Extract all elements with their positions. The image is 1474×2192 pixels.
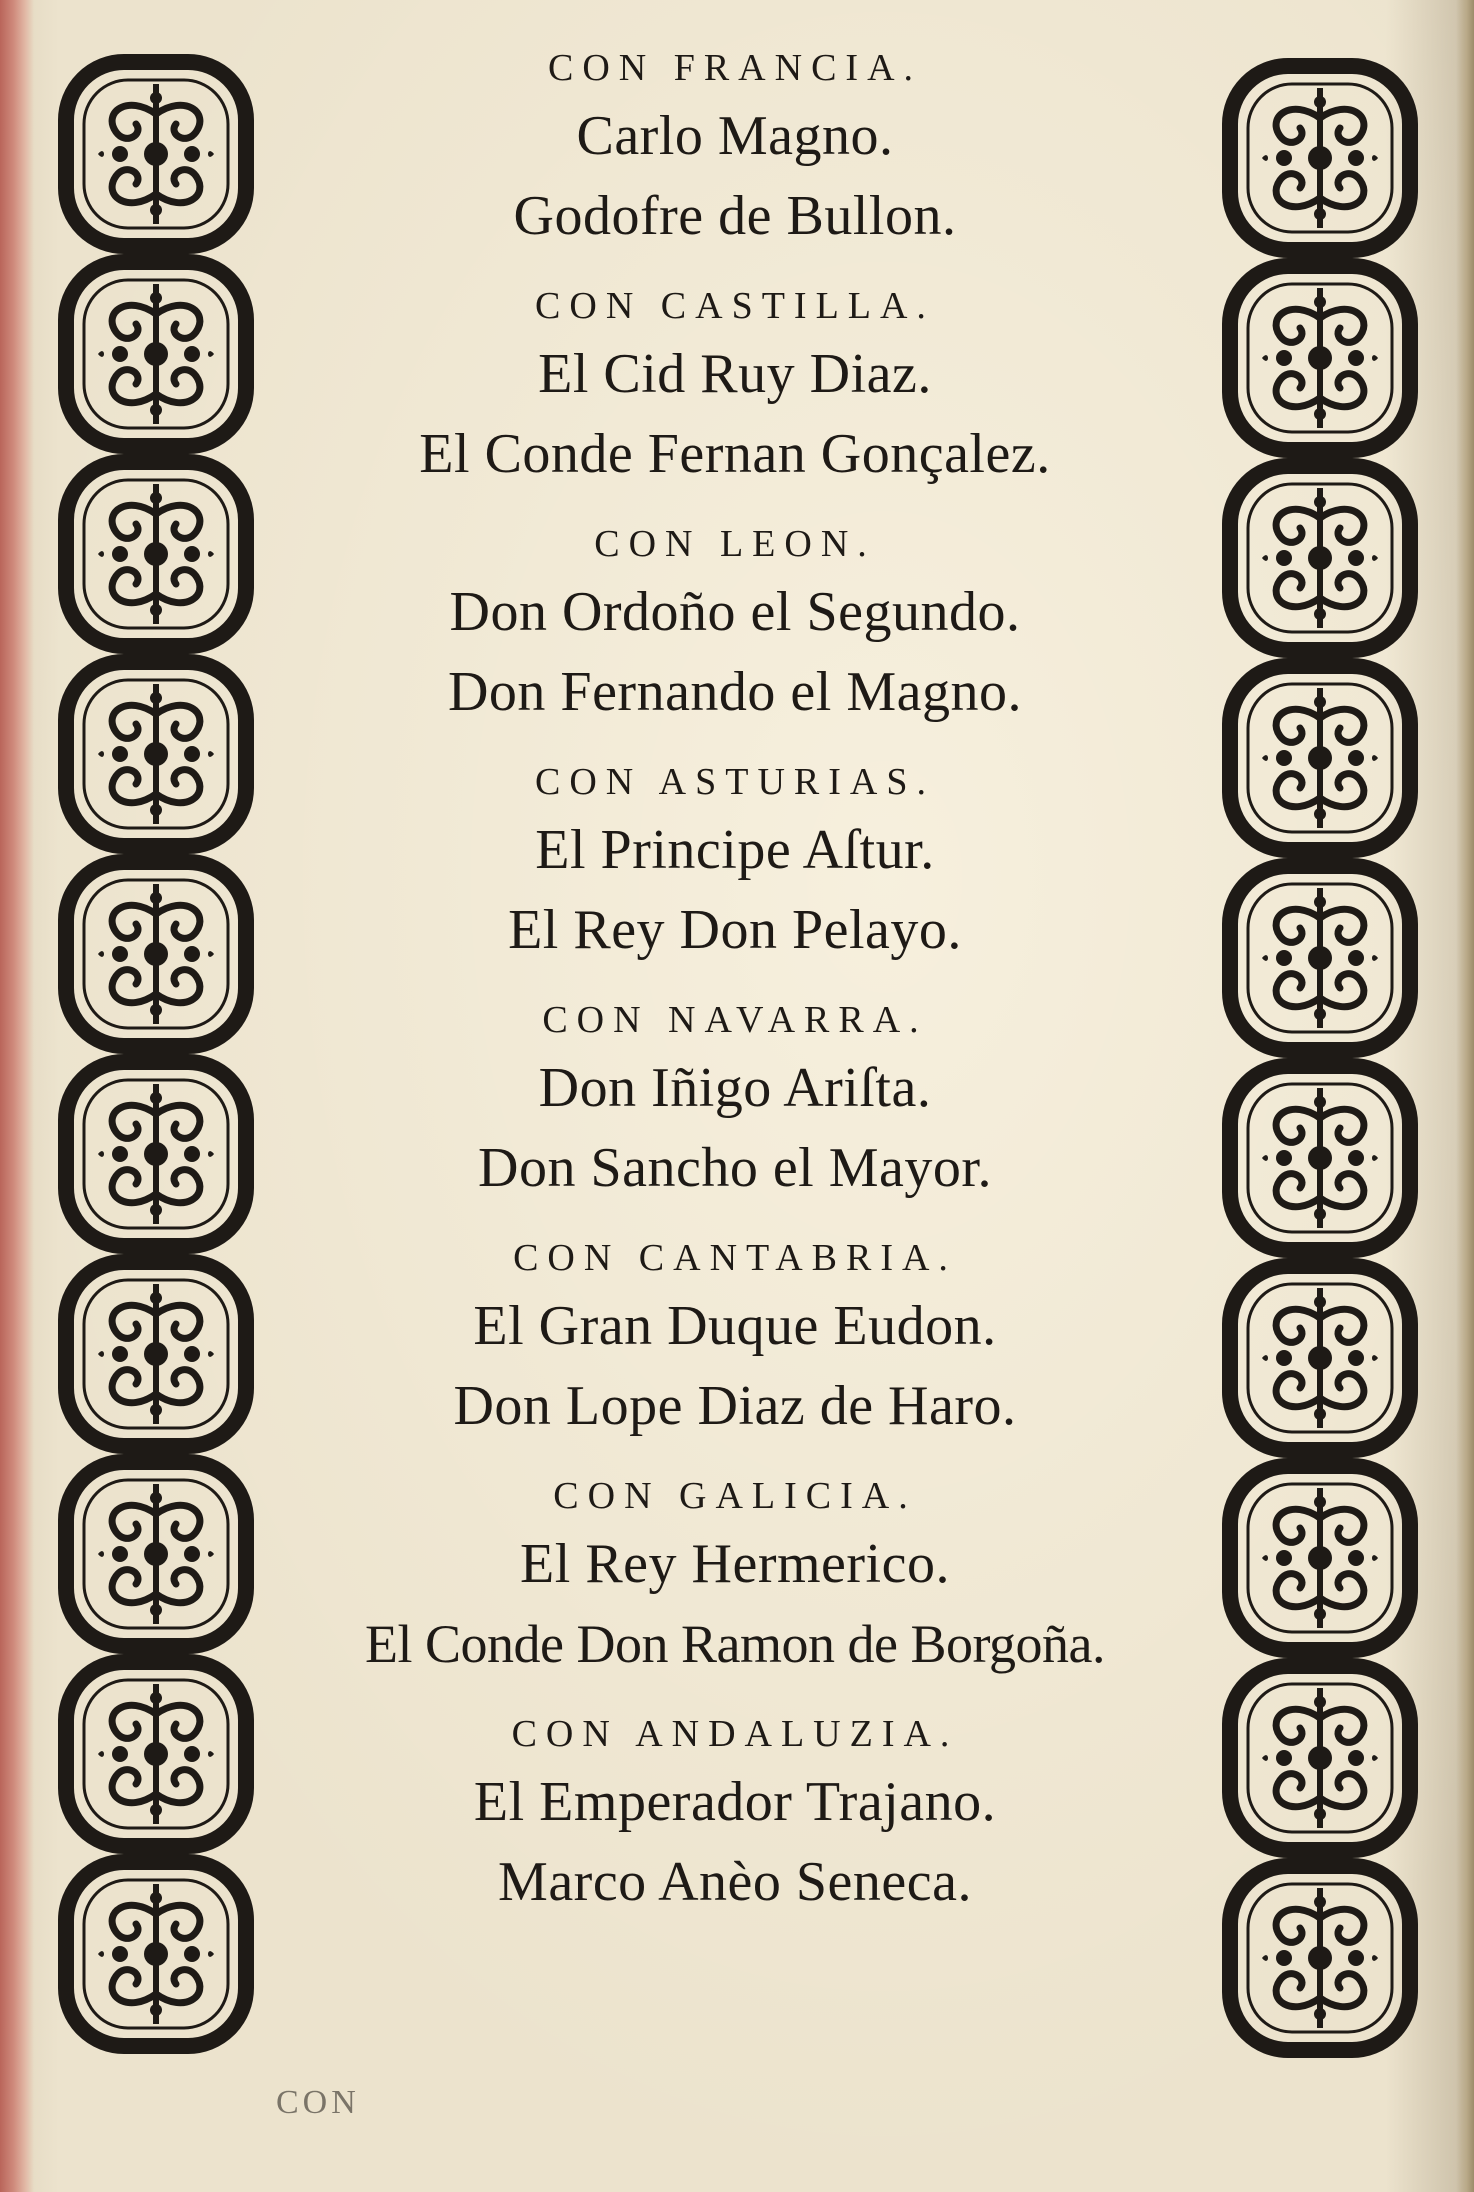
floral-border-ornament-icon	[58, 1854, 254, 2054]
floral-border-ornament-icon	[1222, 1458, 1418, 1658]
section-name: El Conde Don Ramon de Borgoña.	[365, 1614, 1105, 1674]
floral-border-ornament-icon	[1222, 458, 1418, 658]
floral-border-ornament-icon	[1222, 258, 1418, 458]
section-name: Don Lope Diaz de Haro.	[453, 1375, 1017, 1437]
section-heading: CON CASTILLA.	[535, 285, 935, 327]
floral-border-ornament-icon	[1222, 1658, 1418, 1858]
floral-border-ornament-icon	[58, 54, 254, 254]
page-edge-right	[1456, 0, 1474, 2192]
section-galicia	[250, 1468, 1220, 1684]
floral-border-ornament-icon	[58, 1054, 254, 1254]
section-heading: CON CANTABRIA.	[513, 1237, 957, 1279]
section-name: Don Fernando el Magno.	[447, 661, 1022, 723]
ornamental-border-left	[58, 54, 254, 2054]
section-name: El Cid Ruy Diaz.	[538, 343, 932, 405]
section-name: El Gran Duque Eudon.	[473, 1295, 997, 1357]
section-name: El Rey Don Pelayo.	[508, 899, 962, 961]
floral-border-ornament-icon	[1222, 658, 1418, 858]
section-name: Carlo Magno.	[576, 105, 894, 167]
section-andaluzia	[250, 1706, 1220, 1922]
section-name: El Emperador Trajano.	[473, 1771, 997, 1833]
floral-border-ornament-icon	[58, 254, 254, 454]
floral-border-ornament-icon	[58, 1654, 254, 1854]
section-heading: CON ANDALUZIA.	[511, 1713, 959, 1755]
floral-border-ornament-icon	[58, 854, 254, 1054]
floral-border-ornament-icon	[58, 1454, 254, 1654]
text-column	[250, 40, 1220, 1922]
section-name: Marco Anèo Seneca.	[498, 1851, 972, 1913]
section-name: Don Iñigo Ariſta.	[538, 1057, 932, 1119]
section-name: Godofre de Bullon.	[513, 185, 957, 247]
section-heading: CON ASTURIAS.	[535, 761, 935, 803]
section-name: El Principe Aſtur.	[535, 819, 935, 881]
floral-border-ornament-icon	[1222, 1858, 1418, 2058]
section-name: El Conde Fernan Gonçalez.	[419, 423, 1051, 485]
section-name: Don Sancho el Mayor.	[478, 1137, 992, 1199]
floral-border-ornament-icon	[1222, 1258, 1418, 1458]
section-name: Don Ordoño el Segundo.	[449, 581, 1021, 643]
section-heading: CON NAVARRA.	[542, 999, 928, 1041]
section-castilla	[250, 278, 1220, 494]
section-asturias	[250, 754, 1220, 970]
page-edge-left	[0, 0, 34, 2192]
section-cantabria	[250, 1230, 1220, 1446]
floral-border-ornament-icon	[58, 1254, 254, 1454]
section-leon	[250, 516, 1220, 732]
floral-border-ornament-icon	[58, 654, 254, 854]
section-name: El Rey Hermerico.	[520, 1533, 950, 1595]
section-heading: CON LEON.	[594, 523, 876, 565]
section-heading: CON FRANCIA.	[547, 47, 923, 89]
floral-border-ornament-icon	[58, 454, 254, 654]
floral-border-ornament-icon	[1222, 58, 1418, 258]
catchword: CON	[276, 2084, 360, 2121]
floral-border-ornament-icon	[1222, 858, 1418, 1058]
section-heading: CON GALICIA.	[553, 1475, 917, 1517]
floral-border-ornament-icon	[1222, 1058, 1418, 1258]
ornamental-border-right	[1222, 58, 1418, 2058]
section-navarra	[250, 992, 1220, 1208]
section-francia	[250, 40, 1220, 256]
